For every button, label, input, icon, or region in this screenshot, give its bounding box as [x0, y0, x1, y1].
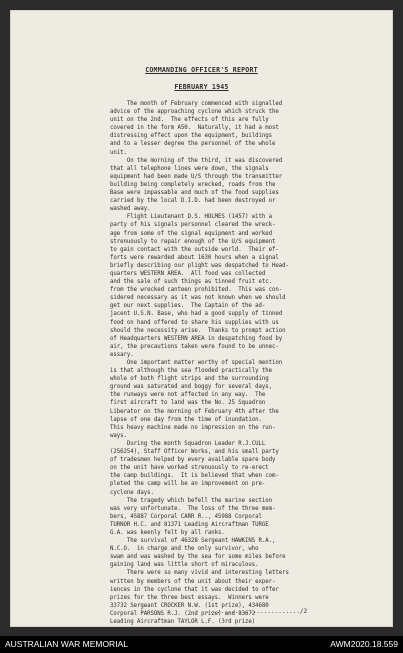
- report-text-line: unit.: [110, 149, 127, 156]
- archive-reference-number: AWM2020.18.559: [330, 639, 398, 649]
- report-text-line: ways.: [110, 432, 127, 439]
- report-text-line: quarters WESTERN AREA. All food was collected: [110, 270, 266, 277]
- report-text-line: age from some of the signal equipment and worked: [110, 230, 272, 237]
- report-text-line: On the morning of the third, it was discovered: [110, 157, 283, 164]
- report-text-line: food on hand offered to share his supplies with us: [110, 319, 279, 326]
- report-text-line: The month of February commenced with signalled: [110, 101, 283, 107]
- report-heading: COMMANDING OFFICER'S REPORT: [145, 66, 258, 74]
- report-text-line: Flight Lieutenant D.S. HOLMES (1457) with a: [110, 214, 272, 221]
- report-text-line: washed away.: [110, 206, 151, 213]
- report-text-line: distressing effect upon the equipment, buildings: [110, 133, 272, 140]
- report-text-line: of Headquarters WESTERN AREA in despatching food by: [110, 335, 283, 342]
- report-text-line: swam and was washed by the sea for some miles before: [110, 554, 286, 561]
- report-text-line: (256254), Staff Officer Works, and his small party: [110, 449, 279, 456]
- report-text-line: cyclone days.: [110, 489, 154, 496]
- report-text-line: One important matter worthy of special mention: [110, 360, 283, 366]
- report-text-line: pleted the camp will be an improvement on pre-: [110, 481, 266, 488]
- report-text-line: was very unfortunate. The loss of the three mem-: [110, 505, 276, 512]
- report-text-line: advice of the approaching cyclone which struck the: [110, 109, 279, 116]
- report-text-line: Base were impassable and much of the food supplies: [110, 190, 279, 197]
- report-text-line: iences in the cyclone that it was decided to offer: [110, 586, 279, 593]
- report-text-line: the runways were not affected in any way. The: [110, 392, 266, 399]
- report-text-line: This heavy machine made no impression on the run-: [110, 424, 276, 431]
- report-text-line: The tragedy which befell the marine section: [110, 497, 272, 504]
- typed-report: [10, 10, 393, 627]
- report-text-line: unit on the 2nd. The effects of this are fully: [110, 117, 269, 124]
- report-text-line: The survival of 46328 Sergeant HAWKINS R.A.,: [110, 538, 276, 545]
- report-text-line: is that although the sea flooded practically the: [110, 368, 272, 375]
- archive-name: AUSTRALIAN WAR MEMORIAL: [5, 639, 128, 649]
- report-text-line: lapse of one day from the time of inundation.: [110, 416, 262, 423]
- report-text-line: gaining land was little short of miraculous.: [110, 562, 259, 569]
- report-text-line: Leading Aircraftman TAYLOR L.F. (3rd prize): [110, 619, 256, 625]
- archive-footer-bar: [0, 636, 403, 653]
- report-text-line: equipment had been made U/S through the transmitter: [110, 173, 283, 180]
- report-text-line: carried by the local D.I.D. had been destroyed or: [110, 198, 276, 205]
- report-text-line: that all telephone lines were down, the signals: [110, 165, 269, 172]
- report-text-line: and to a lesser degree the personnel of the whole: [110, 141, 276, 148]
- report-text-line: forts were rewarded about 1630 hours when a signal: [110, 254, 279, 261]
- page-continuation-marker: ........................../2: [206, 608, 308, 615]
- report-text-line: Corporal PARSONS R.J. (2nd prize) and 83672: [110, 610, 256, 617]
- report-text-line: covered in the form A50. Naturally, it had a most: [110, 125, 279, 132]
- report-text-line: air, the precautions taken were found to be unnec-: [110, 343, 279, 350]
- report-text-line: G.A. was keenly felt by all ranks.: [110, 529, 225, 536]
- report-text-line: 33732 Sergeant CROCKER N.W. (1st prize), 434680: [110, 602, 269, 609]
- report-text-line: jacent U.S.N. Base, who had a good supply of tinned: [110, 311, 283, 318]
- document-page: [10, 10, 393, 627]
- report-text-line: Liberator on the morning of February 4th after the: [110, 408, 279, 415]
- report-text-line: of tradesmen helped by every available spare body: [110, 457, 276, 464]
- report-month-heading: FEBRUARY 1945: [174, 83, 229, 91]
- report-text-line: There were so many vivid and interesting letters: [110, 570, 289, 577]
- report-text-line: from the wrecked canteen prohibited. This was con-: [110, 287, 283, 294]
- report-text-line: briefly describing our plight was despatched to Head-: [110, 262, 289, 269]
- report-text-line: whole of both flight strips and the surrounding: [110, 376, 269, 383]
- report-text-line: strenuously to repair enough of the U/S equipment: [110, 238, 276, 245]
- report-text-line: written by members of the unit about their exper-: [110, 578, 276, 585]
- report-text-line: to gain contact with the outside world. Their ef-: [110, 246, 279, 253]
- report-body: [110, 100, 360, 626]
- report-text-line: on the unit have worked strenuously to re-erect: [110, 465, 269, 472]
- report-text-line: party of his signals personnel cleared the wreck-: [110, 222, 276, 229]
- report-text-line: the camp buildings. It is believed that when com-: [110, 473, 279, 480]
- report-text-line: TURNOR H.C. and 81371 Leading Aircraftman TURGE: [110, 521, 269, 528]
- report-text-line: building being completely wrecked, roads from the: [110, 181, 276, 188]
- report-text-line: bers, 45887 Corporal CARR R.., 45988 Corporal: [110, 513, 262, 520]
- report-text-line: During the month Squadron Leader R.J.CULL: [110, 440, 266, 447]
- report-text-line: ground was saturated and boggy for several days,: [110, 384, 272, 391]
- report-text-line: first aircraft to land was the No. 25 Squadron: [110, 400, 266, 407]
- report-text-line: N.C.O. in charge and the only survivor, who: [110, 546, 259, 553]
- report-text-line: get our next supplies. The Captain of the ad-: [110, 303, 266, 310]
- report-text-line: and the sale of such things as tinned fruit etc.: [110, 279, 272, 286]
- report-text-line: prizes for the three best essays. Winners were: [110, 594, 269, 601]
- report-text-line: should the necessity arise. Thanks to prompt action: [110, 327, 286, 334]
- report-text-line: sidered necessary as it was not known when we should: [110, 295, 286, 302]
- report-text-line: essary.: [110, 351, 134, 358]
